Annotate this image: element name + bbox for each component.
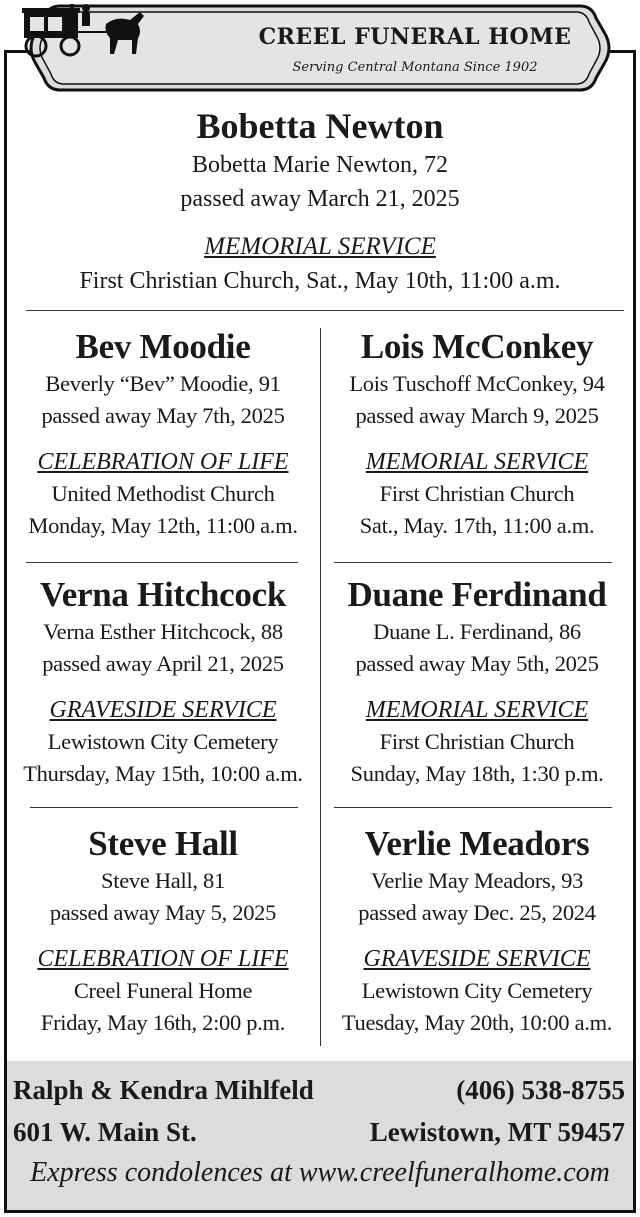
obituary-full-name-age: Lois Tuschoff McConkey, 94 — [349, 371, 605, 396]
obituary-card — [322, 574, 632, 790]
obituary-service-datetime: Sat., May. 17th, 11:00 a.m. — [359, 513, 595, 538]
obituary-name: Lois McConkey — [360, 327, 594, 366]
obituary-service-location: Lewistown City Cemetery — [361, 978, 593, 1003]
obituary-card — [8, 326, 318, 542]
obituary-service-location: Lewistown City Cemetery — [47, 729, 279, 754]
obituary-full-name-age: Bobetta Marie Newton, 72 — [192, 152, 448, 178]
obituary-service-type: CELEBRATION OF LIFE — [37, 946, 289, 972]
obituary-passed-date: passed away May 7th, 2025 — [41, 403, 285, 428]
header-banner — [20, 2, 620, 94]
obituary-name: Bev Moodie — [75, 327, 251, 366]
website-line[interactable]: Express condolences at www.creelfuneralhome.com — [30, 1157, 610, 1188]
obituary-service-type: MEMORIAL SERVICE — [365, 697, 589, 723]
obituary-service-type: GRAVESIDE SERVICE — [363, 946, 591, 972]
featured-obituary — [0, 104, 640, 298]
obituary-service-type: GRAVESIDE SERVICE — [49, 697, 277, 723]
obituary-service-datetime: Thursday, May 15th, 10:00 a.m. — [23, 761, 303, 786]
row-divider-right-1 — [334, 562, 612, 563]
contact-footer — [7, 1061, 633, 1210]
obituary-service-type: MEMORIAL SERVICE — [204, 233, 436, 260]
obituary-passed-date: passed away May 5th, 2025 — [355, 651, 599, 676]
obituary-full-name-age: Verlie May Meadors, 93 — [370, 868, 584, 893]
column-divider — [320, 328, 321, 1046]
funeral-home-tagline: Serving Central Montana Since 1902 — [292, 60, 538, 75]
row-divider-left-2 — [30, 807, 298, 808]
street-address: 601 W. Main St. — [13, 1117, 197, 1147]
obituary-passed-date: passed away Dec. 25, 2024 — [358, 900, 596, 925]
obituary-full-name-age: Verna Esther Hitchcock, 88 — [43, 619, 283, 644]
obituary-name: Steve Hall — [88, 824, 238, 863]
obituary-passed-date: passed away March 21, 2025 — [180, 186, 460, 212]
row-divider-left-1 — [26, 562, 298, 563]
obituary-service-datetime: Monday, May 12th, 11:00 a.m. — [28, 513, 298, 538]
obituary-name: Verlie Meadors — [364, 824, 590, 863]
obituary-full-name-age: Steve Hall, 81 — [101, 868, 225, 893]
obituary-full-name-age: Beverly “Bev” Moodie, 91 — [45, 371, 281, 396]
obituary-card — [322, 326, 632, 542]
obituary-full-name-age: Duane L. Ferdinand, 86 — [373, 619, 581, 644]
city-state-zip: Lewistown, MT 59457 — [369, 1117, 625, 1147]
obituary-service-location: Creel Funeral Home — [73, 978, 253, 1003]
obituary-name: Verna Hitchcock — [40, 575, 286, 614]
obituary-service-datetime: Tuesday, May 20th, 10:00 a.m. — [341, 1010, 613, 1035]
horse-drawn-hearse-icon — [20, 2, 152, 58]
obituary-name: Bobetta Newton — [196, 106, 444, 146]
obituary-service-datetime: Sunday, May 18th, 1:30 p.m. — [350, 761, 604, 786]
obituary-card — [8, 823, 318, 1039]
obituary-passed-date: passed away April 21, 2025 — [42, 651, 284, 676]
obituary-passed-date: passed away March 9, 2025 — [355, 403, 599, 428]
obituary-service-location: United Methodist Church — [51, 481, 275, 506]
obituary-service-location: First Christian Church — [379, 729, 575, 754]
obituary-service-location: First Christian Church — [379, 481, 575, 506]
obituary-service-datetime: Friday, May 16th, 2:00 p.m. — [40, 1010, 286, 1035]
funeral-home-name: CREEL FUNERAL HOME — [258, 24, 572, 50]
obituary-passed-date: passed away May 5, 2025 — [49, 900, 277, 925]
obituary-service-details: First Christian Church, Sat., May 10th, 11:00 a.m. — [79, 268, 561, 294]
obituary-name: Duane Ferdinand — [347, 575, 607, 614]
row-divider-right-2 — [334, 807, 612, 808]
owners-name: Ralph & Kendra Mihlfeld — [13, 1075, 314, 1105]
section-divider — [26, 310, 624, 311]
phone-number[interactable]: (406) 538-8755 — [456, 1075, 625, 1105]
obituary-service-type: CELEBRATION OF LIFE — [37, 449, 289, 475]
obituary-service-type: MEMORIAL SERVICE — [365, 449, 589, 475]
obituary-card — [8, 574, 318, 790]
obituary-card — [322, 823, 632, 1039]
